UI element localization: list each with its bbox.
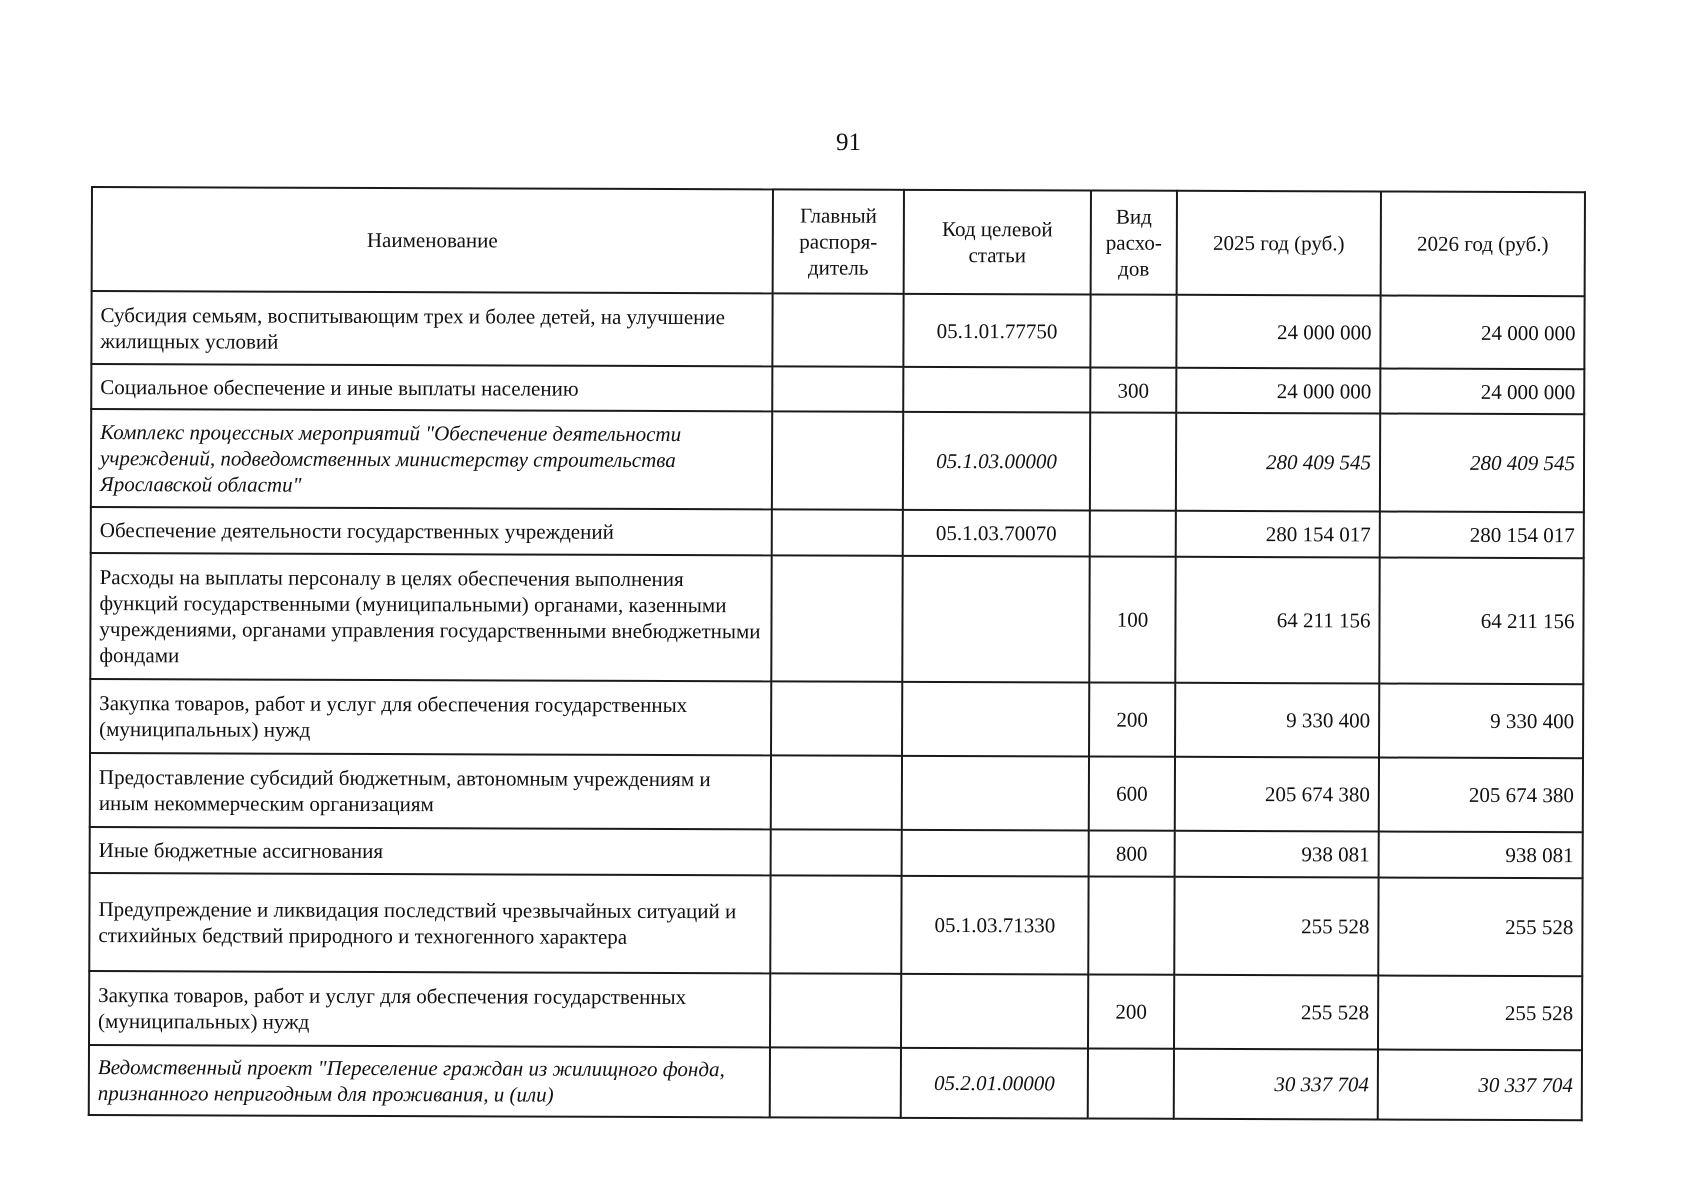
header-name: Наименование: [92, 187, 773, 293]
row-type: [1090, 510, 1176, 556]
page-number: 91: [836, 129, 861, 156]
row-name: Обеспечение деятельности государственных учреждений: [91, 507, 772, 555]
row-admin: [772, 411, 903, 509]
row-name: Комплекс процессных мероприятий "Обеспечение деятельности учреждений, подведомственных министерству строительства Ярославской области": [91, 409, 772, 509]
row-2025: 64 211 156: [1175, 557, 1379, 684]
header-code: Код целевой статьи: [904, 190, 1091, 295]
row-admin: [770, 1047, 901, 1117]
row-2026: 938 081: [1379, 831, 1583, 878]
table-row: [91, 291, 1584, 369]
row-type: [1088, 1048, 1174, 1118]
row-2026: 24 000 000: [1380, 369, 1584, 415]
header-2026: 2026 год (руб.): [1381, 192, 1585, 297]
row-2026: 255 528: [1378, 877, 1582, 976]
row-code: [902, 682, 1089, 757]
row-2025: 255 528: [1174, 877, 1378, 976]
row-admin: [771, 555, 902, 681]
row-code: 05.1.03.70070: [903, 510, 1090, 557]
row-2025: 280 409 545: [1176, 413, 1380, 512]
row-code: [901, 974, 1088, 1049]
row-code: 05.1.01.77750: [903, 294, 1090, 368]
row-2026: 64 211 156: [1379, 558, 1583, 685]
header-row: [92, 187, 1585, 296]
row-2026: 280 409 545: [1380, 414, 1584, 513]
row-admin: [772, 293, 903, 366]
header-2025: 2025 год (руб.): [1177, 191, 1381, 296]
row-type: 200: [1088, 974, 1174, 1048]
table-row: [90, 679, 1583, 758]
row-code: 05.2.01.00000: [901, 1048, 1088, 1119]
row-name: Субсидия семьям, воспитывающим трех и более детей, на улучшение жилищных условий: [91, 291, 772, 366]
table-row: [89, 873, 1582, 976]
row-2026: 280 154 017: [1380, 512, 1584, 559]
row-2025: 938 081: [1175, 831, 1379, 878]
row-name: Иные бюджетные ассигнования: [90, 827, 771, 875]
row-type: [1088, 876, 1174, 974]
row-admin: [771, 681, 902, 755]
row-code: [903, 367, 1090, 413]
row-type: 200: [1089, 682, 1175, 756]
row-name: Закупка товаров, работ и услуг для обеспечения государственных (муниципальных) нужд: [89, 971, 770, 1047]
row-code: [902, 556, 1089, 683]
row-name: Закупка товаров, работ и услуг для обеспечения государственных (муниципальных) нужд: [90, 679, 771, 755]
row-code: 05.1.03.00000: [903, 412, 1090, 511]
budget-table: [88, 186, 1586, 1121]
row-2025: 30 337 704: [1174, 1049, 1378, 1120]
row-admin: [771, 755, 902, 829]
row-type: 800: [1089, 830, 1175, 876]
row-2025: 9 330 400: [1175, 683, 1379, 758]
row-2026: 24 000 000: [1380, 296, 1584, 370]
row-2026: 9 330 400: [1379, 683, 1583, 758]
row-type: 300: [1090, 367, 1176, 412]
row-admin: [772, 366, 903, 411]
table-row: [90, 753, 1583, 832]
row-admin: [771, 829, 902, 875]
row-admin: [770, 973, 901, 1047]
table-row: [89, 1045, 1582, 1120]
row-name: Социальное обеспечение и иные выплаты населению: [91, 364, 772, 411]
row-admin: [770, 875, 901, 973]
row-code: [902, 830, 1089, 877]
row-2025: 24 000 000: [1176, 295, 1380, 369]
row-2025: 205 674 380: [1175, 757, 1379, 832]
row-2025: 255 528: [1174, 975, 1378, 1050]
row-code: 05.1.03.71330: [901, 876, 1088, 975]
row-2026: 205 674 380: [1379, 757, 1583, 832]
table-row: [91, 409, 1584, 512]
table-row: [89, 971, 1582, 1050]
row-2026: 255 528: [1378, 975, 1582, 1050]
header-admin: Главный распоря-дитель: [773, 189, 904, 293]
table-row: [90, 553, 1583, 684]
header-type: Вид расхо-дов: [1091, 190, 1177, 294]
row-name: Предоставление субсидий бюджетным, автономным учреждениям и иным некоммерческим организациям: [90, 753, 771, 829]
table-row: [91, 364, 1584, 414]
row-type: [1090, 412, 1176, 510]
row-code: [902, 756, 1089, 831]
table-row: [91, 507, 1584, 558]
row-name: Предупреждение и ликвидация последствий чрезвычайных ситуаций и стихийных бедствий природного и техногенного характера: [89, 873, 770, 973]
row-name: Ведомственный проект "Переселение граждан из жилищного фонда, признанного непригодным для проживания, и (или): [89, 1045, 770, 1117]
row-2025: 24 000 000: [1176, 368, 1380, 414]
row-name: Расходы на выплаты персоналу в целях обеспечения выполнения функций государственными (муниципальными) органами, казенными учреждениями, органами управления государственными внебюджетными фондами: [90, 553, 771, 681]
row-type: [1090, 294, 1176, 367]
row-admin: [772, 509, 903, 555]
table-row: [90, 827, 1583, 878]
row-type: 600: [1089, 756, 1175, 830]
row-2025: 280 154 017: [1176, 511, 1380, 558]
row-2026: 30 337 704: [1378, 1049, 1582, 1120]
row-type: 100: [1089, 556, 1175, 682]
